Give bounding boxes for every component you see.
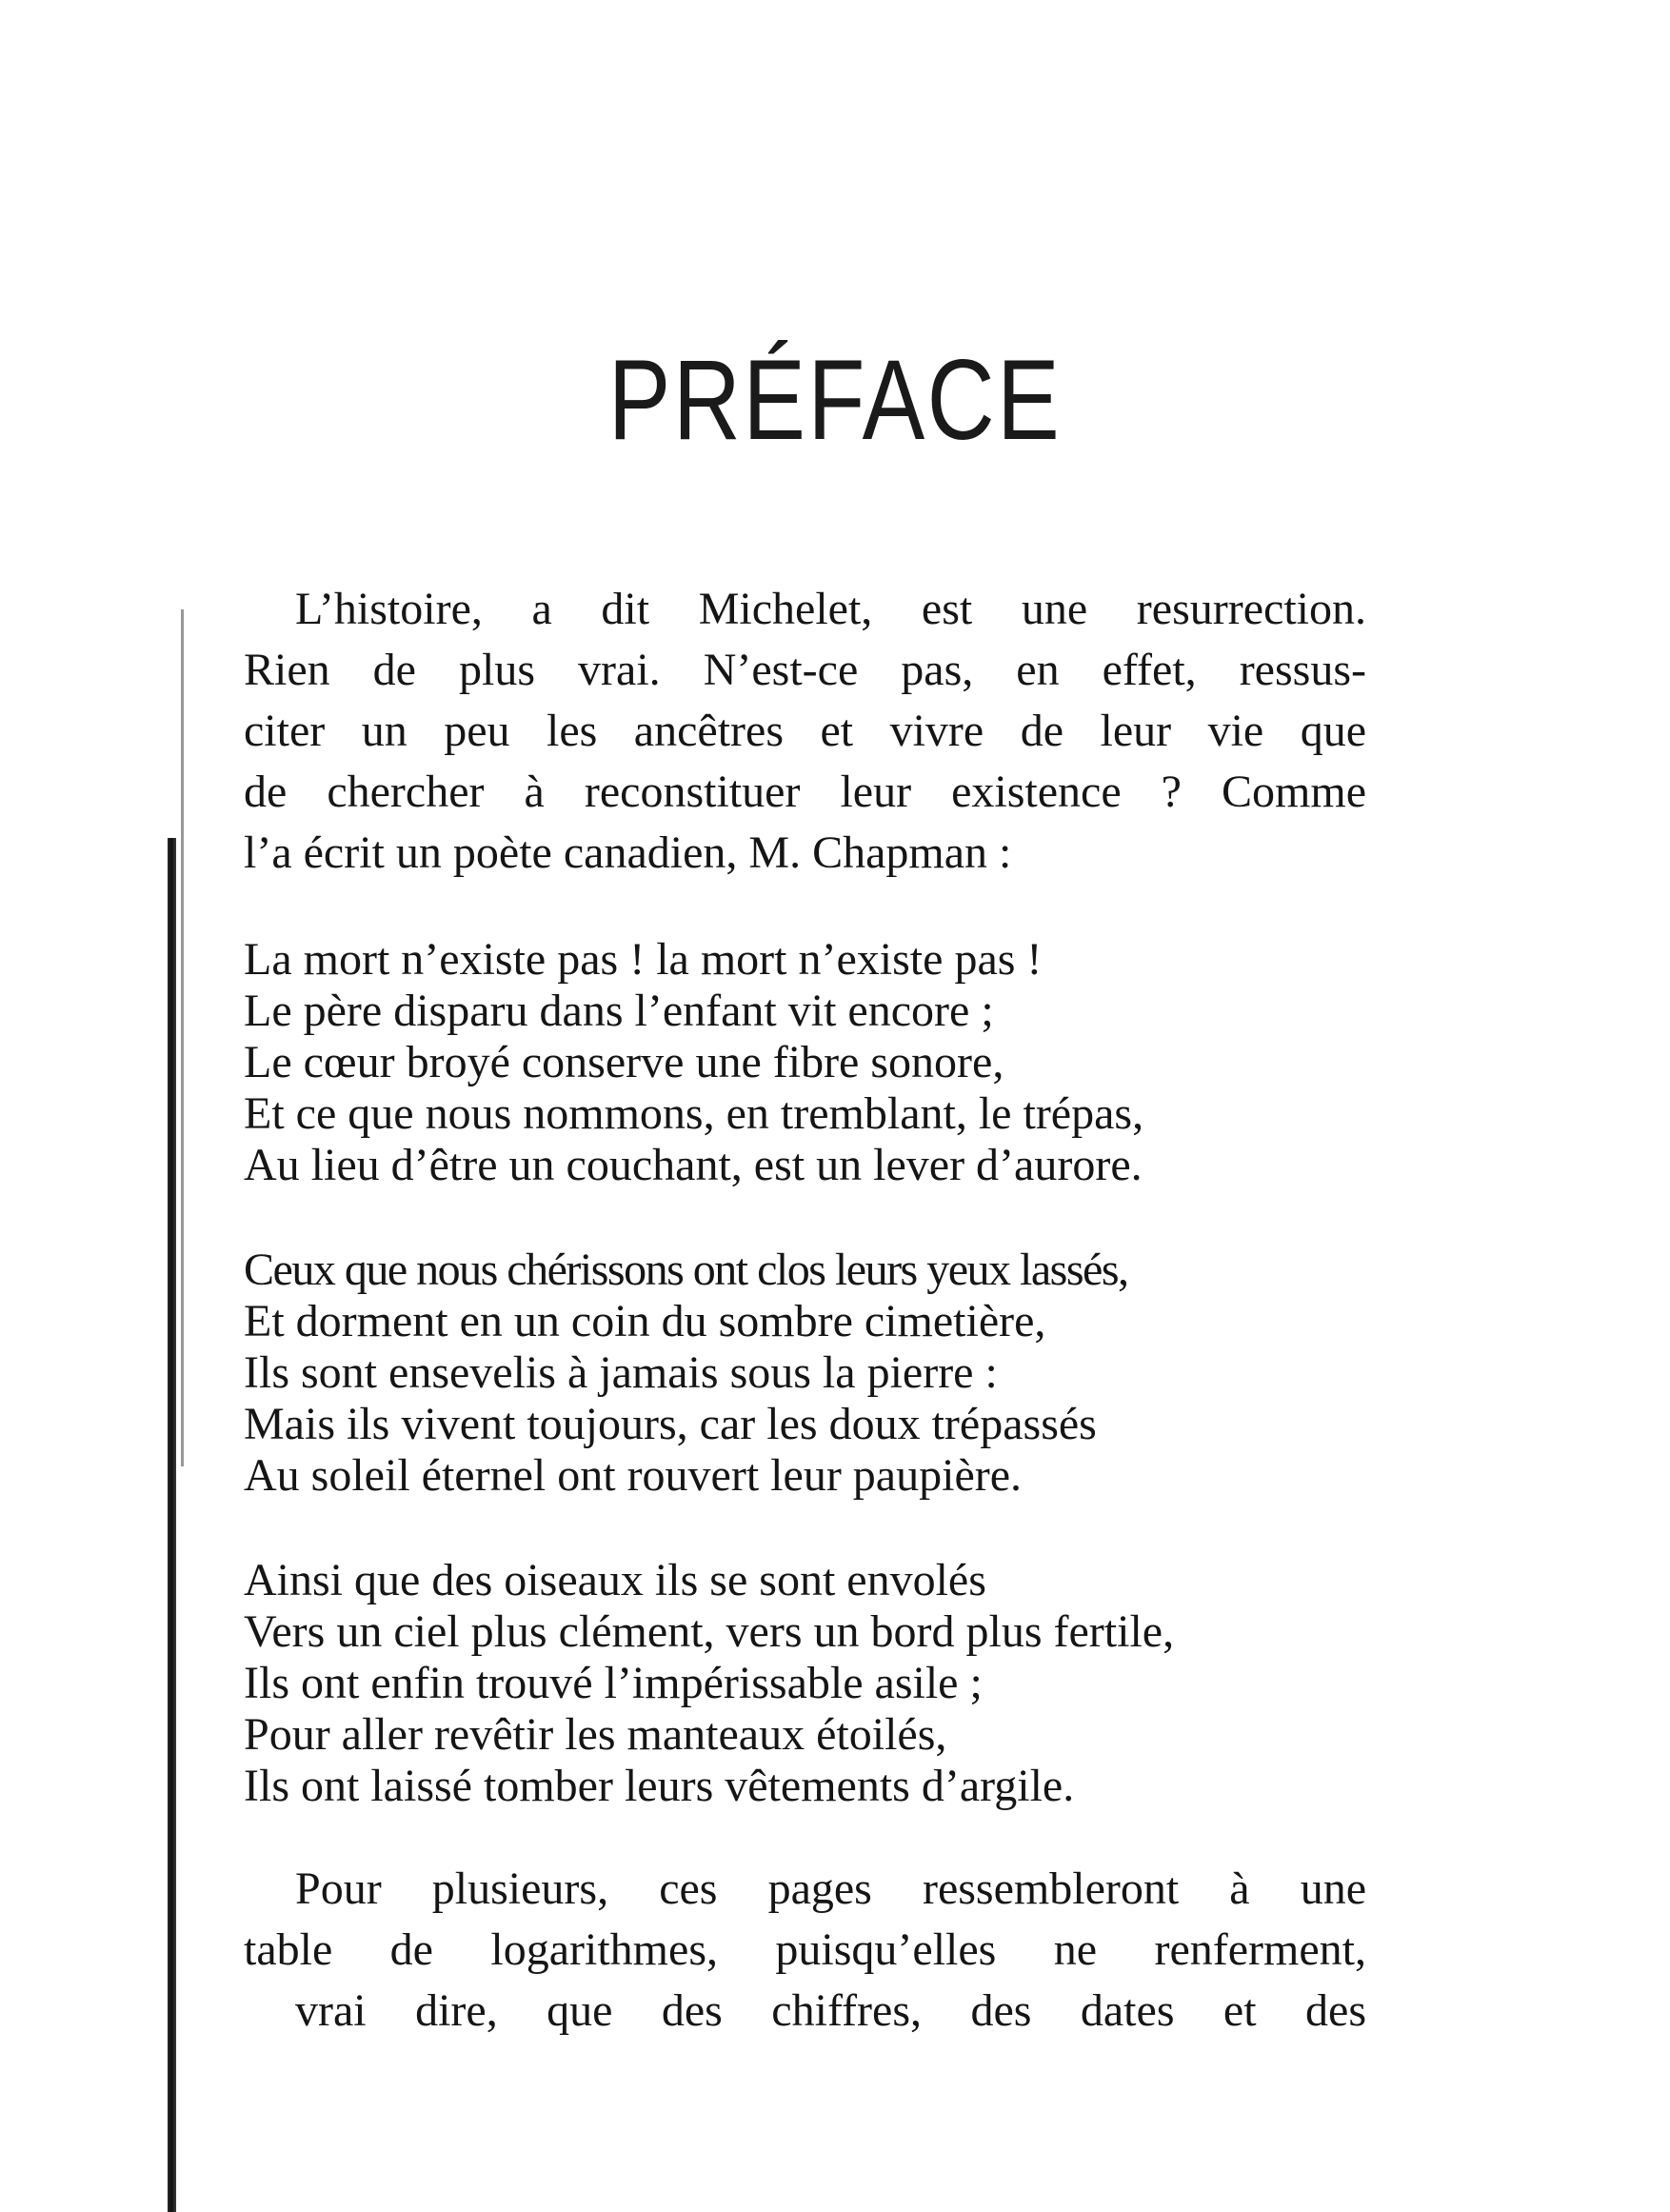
intro-line-2: Rien de plus vrai. N’est-ce pas, en effet, ressus-	[244, 645, 1366, 695]
closing-line-2: table de logarithmes, puisqu’elles ne renferment,	[244, 1924, 1366, 1975]
poem-stanza-1-line-3: Le cœur broyé conserve une fibre sonore,	[244, 1037, 1004, 1087]
poem-stanza-2-line-5: Au soleil éternel ont rouvert leur paupière.	[244, 1450, 1023, 1501]
poem-stanza-3-line-1: Ainsi que des oiseaux ils se sont envolés	[244, 1555, 986, 1605]
closing-line-1: Pour plusieurs, ces pages ressembleront à une	[295, 1863, 1366, 1914]
intro-line-5: l’a écrit un poète canadien, M. Chapman :	[244, 827, 1012, 878]
intro-line-1: L’histoire, a dit Michelet, est une resurrection.	[295, 584, 1366, 634]
binding-shadow	[181, 609, 184, 1466]
poem-stanza-2-line-4: Mais ils vivent toujours, car les doux trépassés	[244, 1399, 1097, 1449]
poem-stanza-1-line-4: Et ce que nous nommons, en tremblant, le trépas,	[244, 1088, 1144, 1139]
poem-stanza-3-line-3: Ils ont enfin trouvé l’impérissable asile ;	[244, 1658, 983, 1708]
poem-stanza-2-line-2: Et dorment en un coin du sombre cimetière,	[244, 1296, 1046, 1346]
intro-line-3: citer un peu les ancêtres et vivre de leur vie que	[244, 706, 1366, 756]
poem-stanza-1-line-1: La mort n’existe pas ! la mort n’existe pas !	[244, 934, 1043, 985]
poem-stanza-1-line-2: Le père disparu dans l’enfant vit encore ;	[244, 986, 994, 1036]
binding-edge	[168, 838, 176, 2212]
poem-stanza-2-line-3: Ils sont ensevelis à jamais sous la pierre :	[244, 1347, 998, 1398]
poem-stanza-3-line-5: Ils ont laissé tomber leurs vêtements d’argile.	[244, 1761, 1075, 1811]
poem-stanza-1-line-5: Au lieu d’être un couchant, est un lever d’aurore.	[244, 1140, 1143, 1190]
page-title: PRÉFACE	[607, 336, 1063, 464]
closing-line-3: vrai dire, que des chiffres, des dates et des	[295, 1985, 1366, 2036]
intro-line-4: de chercher à reconstituer leur existence ? Comme	[244, 767, 1366, 817]
poem-stanza-2-line-1: Ceux que nous chérissons ont clos leurs yeux lassés,	[244, 1245, 1128, 1295]
poem-stanza-3-line-4: Pour aller revêtir les manteaux étoilés,	[244, 1709, 947, 1760]
poem-stanza-3-line-2: Vers un ciel plus clément, vers un bord plus fertile,	[244, 1606, 1175, 1657]
